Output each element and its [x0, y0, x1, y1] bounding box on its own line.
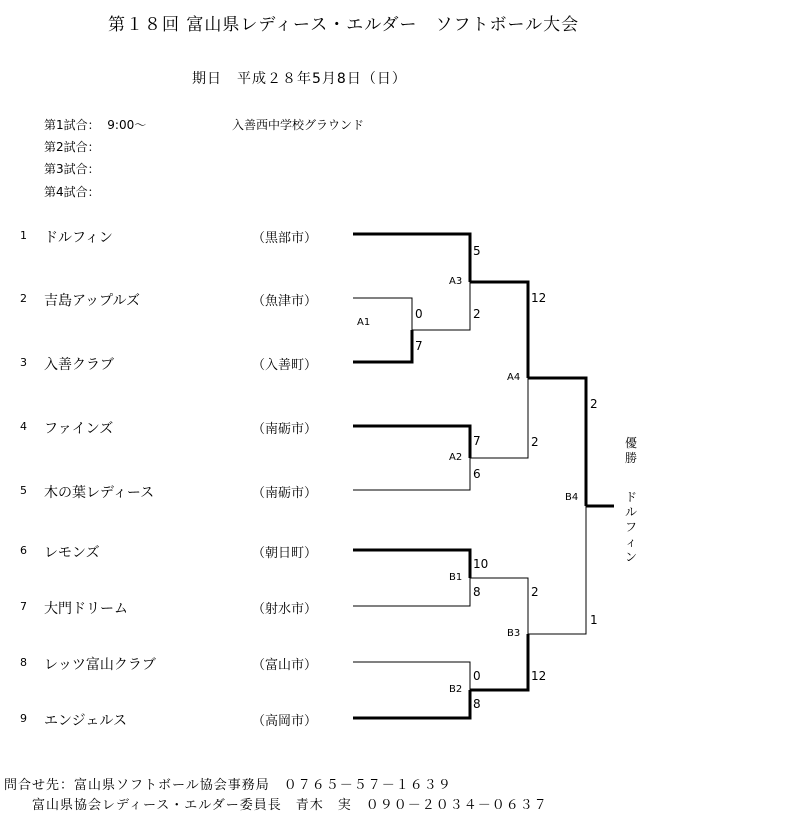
team-name: エンジェルス	[44, 713, 127, 729]
bracket-line-winner	[470, 282, 528, 378]
team-name: レッツ富山クラブ	[44, 657, 156, 673]
team-name: 大門ドリーム	[44, 601, 128, 617]
score: 5	[473, 244, 481, 258]
team-city: （射水市）	[252, 602, 318, 617]
team-city: （富山市）	[252, 658, 318, 673]
team-number: 6	[20, 544, 27, 557]
bracket-line	[412, 282, 470, 330]
schedule-label: 第2試合：	[44, 140, 100, 154]
team-number: 9	[20, 712, 27, 725]
match-label: B1	[449, 572, 463, 583]
team-name: 木の葉レディース	[44, 485, 155, 501]
score: 2	[590, 397, 598, 411]
team-city: （南砺市）	[252, 422, 318, 437]
match-label: A2	[449, 452, 463, 463]
score: 2	[473, 307, 481, 321]
score: 8	[473, 585, 481, 599]
team-city: （入善町）	[252, 358, 318, 373]
bracket-line-winner	[353, 330, 412, 362]
score: 7	[415, 339, 423, 353]
contact-line-1: 問合せ先：富山県ソフトボール協会事務局 ０７６５－５７－１６３９	[4, 778, 452, 793]
schedule-label: 第4試合：	[44, 185, 100, 199]
team-number: 1	[20, 229, 27, 242]
champion-team: ドルフィン	[624, 490, 637, 564]
team-number: 2	[20, 292, 27, 305]
team-city: （朝日町）	[252, 546, 318, 561]
score: 6	[473, 467, 481, 481]
score: 12	[531, 291, 547, 305]
team-number: 8	[20, 656, 27, 669]
team-number: 4	[20, 420, 27, 433]
team-name: ファインズ	[44, 421, 114, 437]
team-name: 入善クラブ	[44, 357, 114, 373]
team-number: 3	[20, 356, 27, 369]
score: 2	[531, 435, 539, 449]
venue: 入善西中学校グラウンド	[232, 118, 365, 132]
event-date: 期日 平成２８年5月8日（日）	[192, 71, 407, 87]
team-number: 7	[20, 600, 27, 613]
match-label: B4	[565, 492, 579, 503]
match-label: B2	[449, 684, 463, 695]
team-name: ドルフィン	[44, 230, 113, 246]
page-title: 第１８回 富山県レディース・エルダー ソフトボール大会	[108, 15, 580, 35]
score: 1	[590, 613, 598, 627]
match-label: B3	[507, 628, 521, 639]
score: 10	[473, 557, 489, 571]
bracket-line-winner	[353, 234, 470, 282]
match-label: A3	[449, 276, 463, 287]
team-name: 吉島アップルズ	[44, 293, 141, 309]
team-number: 5	[20, 484, 27, 497]
schedule-time: 9:00～	[107, 118, 147, 132]
score: 7	[473, 434, 481, 448]
team-name: レモンズ	[44, 545, 100, 561]
score: 8	[473, 697, 481, 711]
team-city: （南砺市）	[252, 486, 318, 501]
score: 0	[473, 669, 481, 683]
contact-line-2: 富山県協会レディース・エルダー委員長 青木 実 ０９０－２０３４－０６３７	[32, 798, 548, 813]
match-label: A4	[507, 372, 521, 383]
team-city: （高岡市）	[252, 714, 318, 729]
score: 0	[415, 307, 423, 321]
match-label: A1	[357, 317, 371, 328]
schedule-label: 第1試合：	[44, 118, 100, 132]
bracket-line	[528, 506, 586, 634]
team-city: （魚津市）	[252, 294, 318, 309]
champion-label: 優勝	[624, 436, 637, 465]
schedule-label: 第3試合：	[44, 162, 100, 176]
score: 12	[531, 669, 547, 683]
score: 2	[531, 585, 539, 599]
team-city: （黒部市）	[252, 231, 318, 246]
